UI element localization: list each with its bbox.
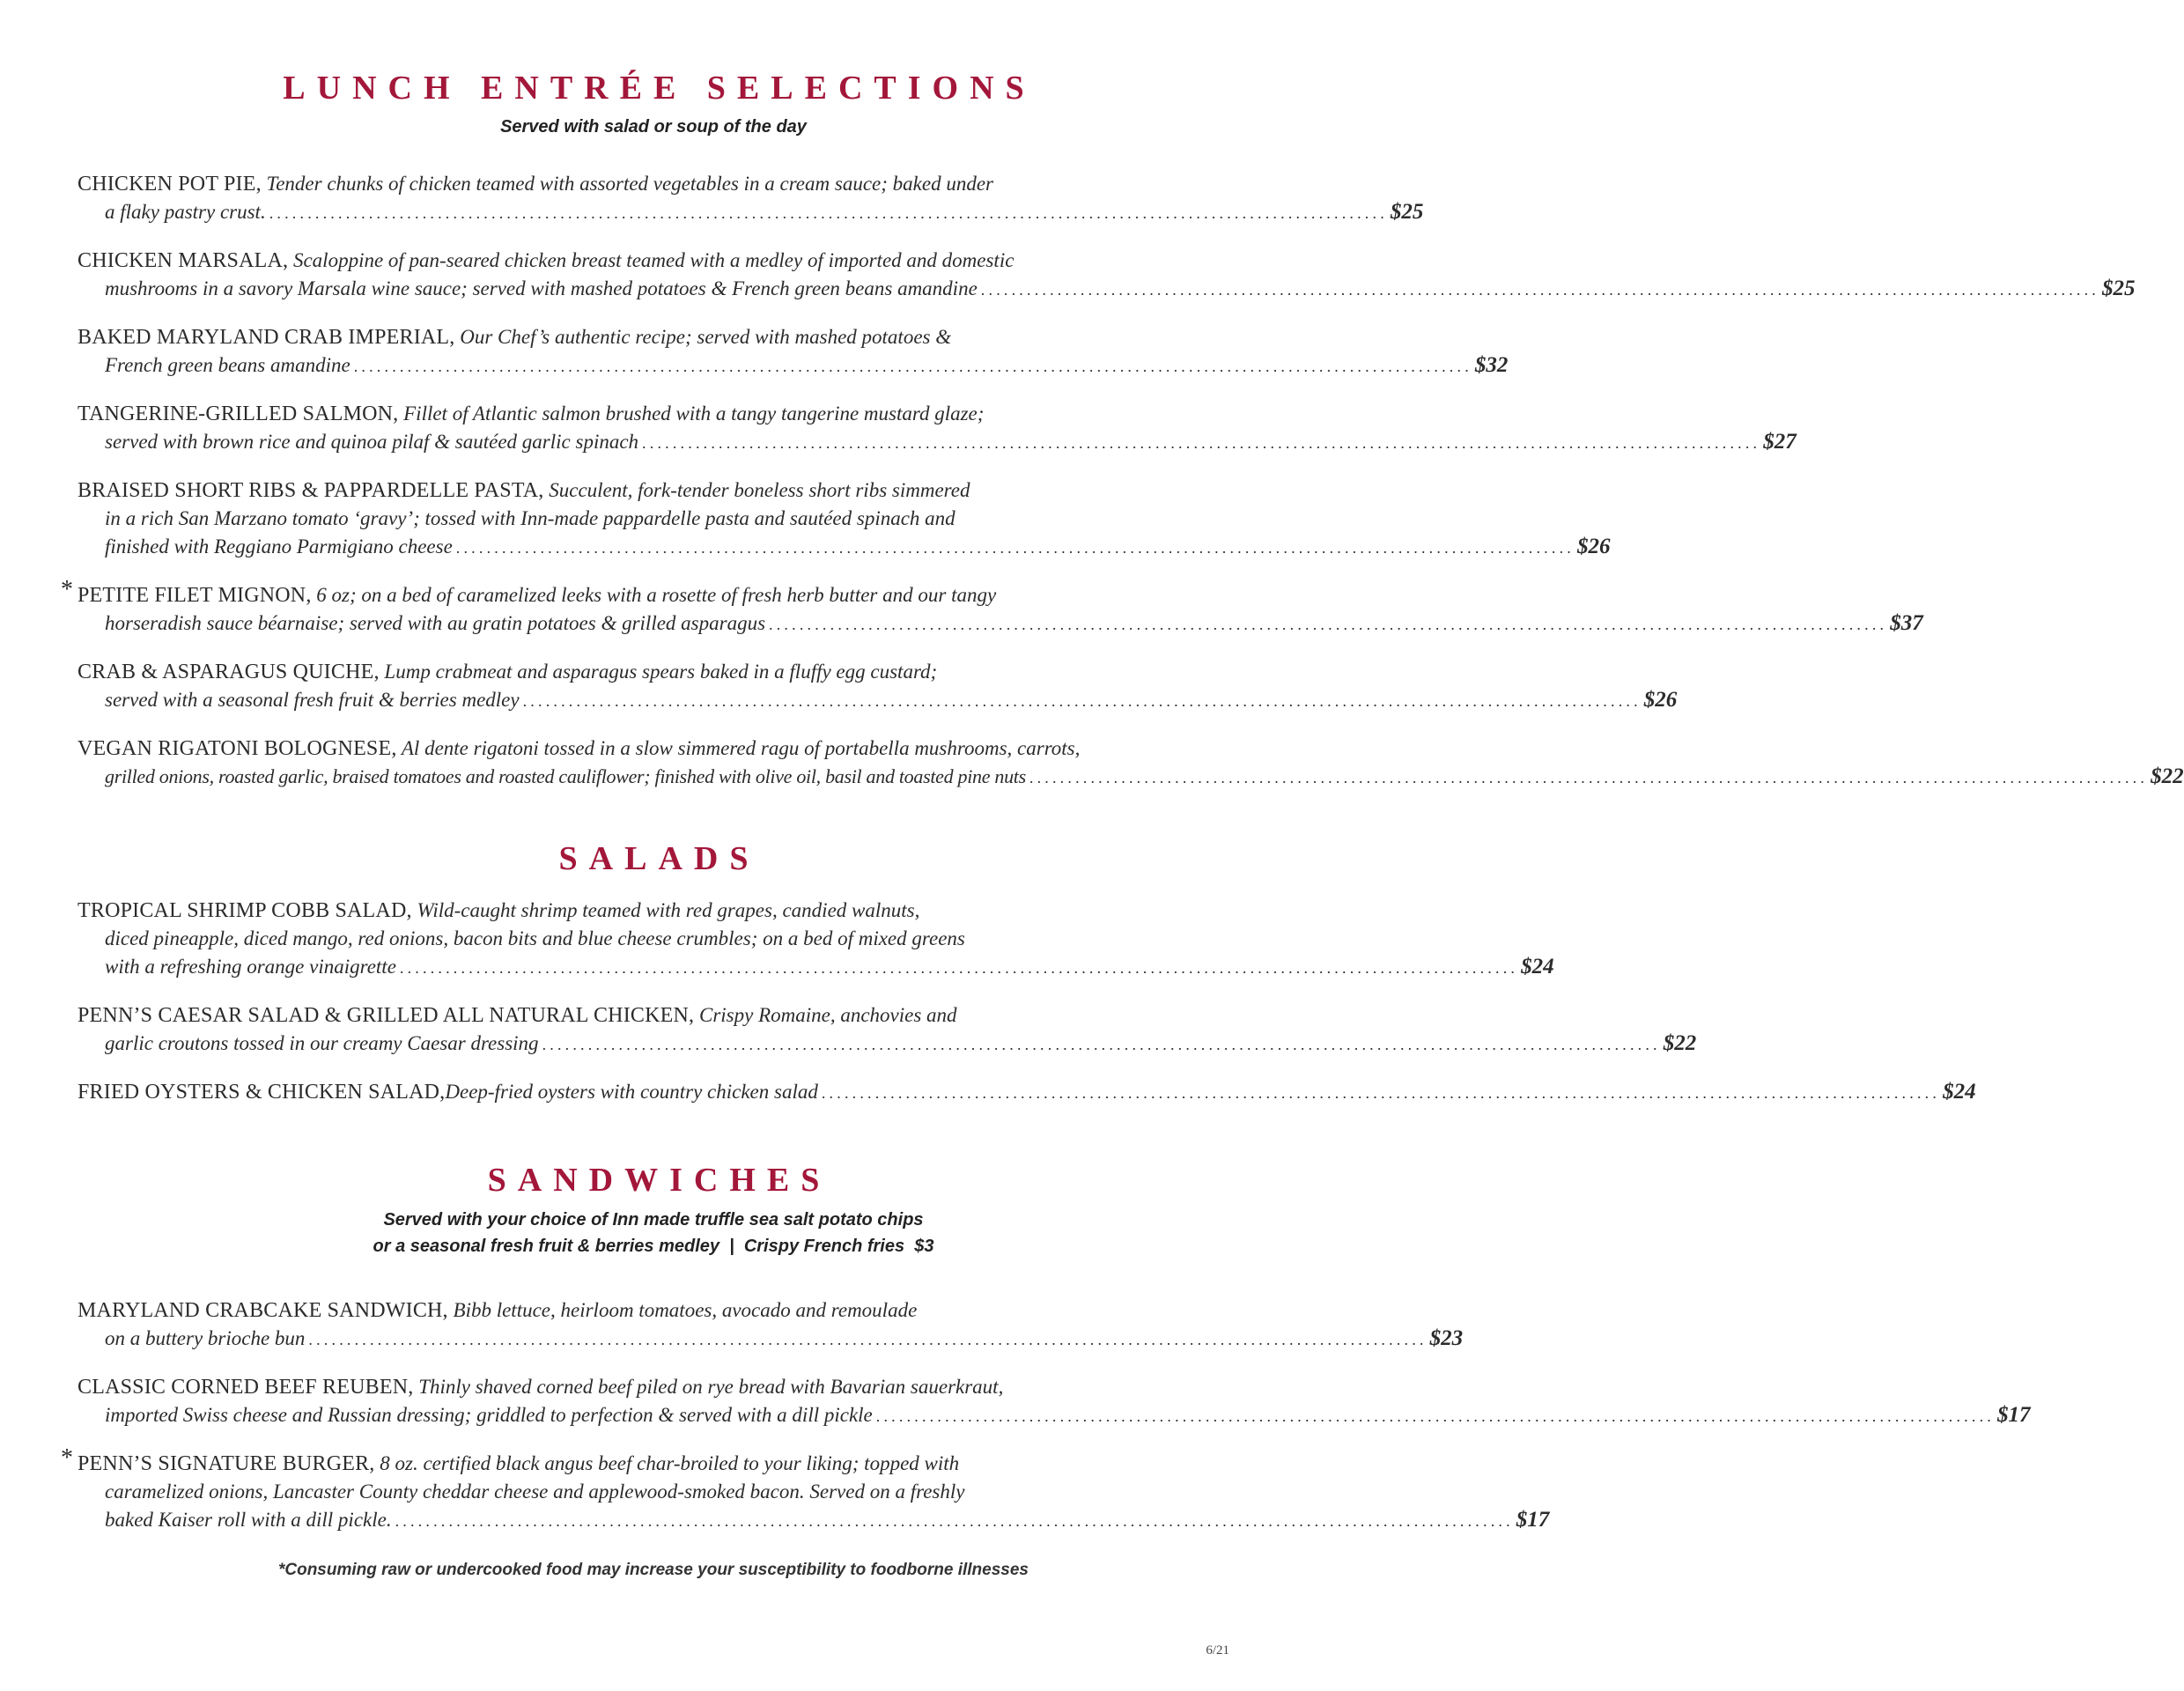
item-description: Thinly shaved corned beef piled on rye bread with Bavarian sauerkraut, <box>413 1376 1004 1398</box>
menu-item-reuben <box>77 1373 2031 1430</box>
lunch-section-title: LUNCH ENTRÉE SELECTIONS <box>283 70 1036 107</box>
item-price: $26 <box>1576 535 1611 558</box>
menu-item-fried-oysters <box>77 1078 1976 1107</box>
item-price: $17 <box>1996 1403 2031 1427</box>
item-description-end: imported Swiss cheese and Russian dressing; griddled to perfection & served with a dill pickle <box>105 1404 873 1426</box>
menu-item-filet-mignon <box>61 576 1923 639</box>
dot-leader: .................................................................................................................................................. <box>269 204 1388 222</box>
item-name: TANGERINE-GRILLED SALMON, <box>77 402 399 425</box>
raw-food-asterisk: * <box>61 1444 73 1472</box>
item-description: Fillet of Atlantic salmon brushed with a tangy tangerine mustard glaze; <box>398 402 985 425</box>
item-description: Wild-caught shrimp teamed with red grapes, candied walnuts, <box>411 899 920 921</box>
item-price: $24 <box>1943 1080 1976 1104</box>
dot-leader: .................................................................................................................................................. <box>821 1084 1941 1102</box>
dot-leader: .................................................................................................................................................. <box>875 1407 1995 1425</box>
sandwiches-subtitle-line2: or a seasonal fresh fruit & berries medley | Crispy French fries $3 <box>373 1237 934 1256</box>
item-description-end: served with brown rice and quinoa pilaf & sautéed garlic spinach <box>105 431 639 453</box>
item-price: $32 <box>1474 353 1509 377</box>
item-description-end: grilled onions, roasted garlic, braised tomatoes and roasted cauliflower; finished with olive oil, basil and toasted pine nuts <box>105 765 1026 787</box>
dot-leader: .................................................................................................................................................. <box>980 281 2099 299</box>
item-description-end: garlic croutons tossed in our creamy Caesar dressing <box>105 1032 539 1054</box>
item-description-middle: diced pineapple, diced mango, red onions, bacon bits and blue cheese crumbles; on a bed of mixed greens <box>105 927 965 949</box>
item-description: Scaloppine of pan-seared chicken breast teamed with a medley of imported and domestic <box>288 249 1015 271</box>
dot-leader: .................................................................................................................................................. <box>395 1512 1514 1530</box>
item-price: $23 <box>1429 1326 1464 1350</box>
item-description-end: a flaky pastry crust. <box>105 201 266 223</box>
raw-food-disclaimer: *Consuming raw or undercooked food may increase your susceptibility to foodborne illnesses <box>277 1561 1029 1579</box>
dot-leader: .................................................................................................................................................. <box>522 692 1642 710</box>
menu-item-chicken-marsala <box>77 247 2136 304</box>
item-description-middle: caramelized onions, Lancaster County cheddar cheese and applewood-smoked bacon. Served on a freshly <box>105 1481 965 1503</box>
item-description: 8 oz. certified black angus beef char-broiled to your liking; topped with <box>374 1452 960 1474</box>
menu-date-code: 6/21 <box>1206 1643 1229 1658</box>
item-price: $25 <box>2102 277 2136 300</box>
item-name: TROPICAL SHRIMP COBB SALAD, <box>77 899 412 922</box>
item-name: CHICKEN MARSALA, <box>77 249 289 272</box>
item-description: Tender chunks of chicken teamed with assorted vegetables in a cream sauce; baked under <box>261 173 993 195</box>
item-name: VEGAN RIGATONI BOLOGNESE, <box>77 737 397 760</box>
item-name: PENN’S CAESAR SALAD & GRILLED ALL NATURAL CHICKEN, <box>77 1004 695 1027</box>
menu-item-crab-imperial <box>77 323 1509 380</box>
menu-item-cobb-salad <box>77 897 1554 982</box>
item-price: $22 <box>1663 1031 1697 1055</box>
menu-item-caesar-salad <box>77 1001 1697 1059</box>
item-price: $26 <box>1643 688 1678 712</box>
item-description: Al dente rigatoni tossed in a slow simmered ragu of portabella mushrooms, carrots, <box>396 737 1081 759</box>
item-price: $17 <box>1516 1508 1550 1532</box>
item-description-end: baked Kaiser roll with a dill pickle. <box>105 1509 392 1531</box>
item-description-end: horseradish sauce béarnaise; served with au gratin potatoes & grilled asparagus <box>105 612 766 634</box>
dot-leader: .................................................................................................................................................. <box>455 539 1575 557</box>
dot-leader: .................................................................................................................................................. <box>308 1331 1428 1348</box>
dot-leader: .................................................................................................................................................. <box>399 959 1519 977</box>
item-description: Lump crabmeat and asparagus spears baked in a fluffy egg custard; <box>379 661 938 683</box>
dot-leader: .................................................................................................................................................. <box>769 616 1888 633</box>
raw-food-asterisk: * <box>61 576 73 603</box>
dot-leader: .................................................................................................................................................. <box>642 434 1761 452</box>
item-name: BRAISED SHORT RIBS & PAPPARDELLE PASTA, <box>77 479 544 502</box>
menu-item-signature-burger <box>61 1444 1550 1535</box>
item-price: $25 <box>1390 200 1424 224</box>
dot-leader: .................................................................................................................................................. <box>353 358 1472 375</box>
item-price: $22 <box>2151 764 2184 788</box>
item-name: PENN’S SIGNATURE BURGER, <box>77 1452 375 1475</box>
item-name: FRIED OYSTERS & CHICKEN SALAD, <box>77 1081 446 1104</box>
item-description: 6 oz; on a bed of caramelized leeks with a rosette of fresh herb butter and our tangy <box>311 584 997 606</box>
item-description: Bibb lettuce, heirloom tomatoes, avocado and remoulade <box>447 1299 918 1321</box>
item-name: PETITE FILET MIGNON, <box>77 584 312 607</box>
item-description-end: Deep-fried oysters with country chicken salad <box>445 1081 818 1103</box>
item-description-end: finished with Reggiano Parmigiano cheese <box>105 535 453 558</box>
item-description-end: with a refreshing orange vinaigrette <box>105 956 396 978</box>
item-name: CRAB & ASPARAGUS QUICHE, <box>77 661 380 683</box>
sandwiches-section-title: SANDWICHES <box>487 1162 831 1199</box>
menu-item-short-ribs <box>77 476 1611 562</box>
item-description: Succulent, fork-tender boneless short ribs simmered <box>543 479 970 501</box>
item-description-end: served with a seasonal fresh fruit & berries medley <box>105 689 520 711</box>
menu-item-crab-quiche <box>77 658 1678 715</box>
item-name: MARYLAND CRABCAKE SANDWICH, <box>77 1299 448 1322</box>
lunch-section-subtitle: Served with salad or soup of the day <box>500 117 807 137</box>
salads-section-title: SALADS <box>558 840 760 877</box>
menu-item-chicken-pot-pie <box>77 170 1424 227</box>
dot-leader: .................................................................................................................................................. <box>1029 769 2149 786</box>
sandwiches-subtitle-line1: Served with your choice of Inn made truffle sea salt potato chips <box>383 1210 924 1229</box>
menu-item-tangerine-salmon <box>77 400 1797 457</box>
dot-leader: .................................................................................................................................................. <box>542 1036 1661 1053</box>
menu-item-crabcake-sandwich <box>77 1296 1464 1354</box>
item-name: CHICKEN POT PIE, <box>77 173 262 196</box>
item-price: $37 <box>1890 611 1923 635</box>
item-description-end: mushrooms in a savory Marsala wine sauce; served with mashed potatoes & French green beans amandine <box>105 277 978 299</box>
menu-item-vegan-rigatoni <box>77 735 2184 792</box>
item-price: $27 <box>1763 430 1797 454</box>
item-name: CLASSIC CORNED BEEF REUBEN, <box>77 1376 414 1399</box>
item-name: BAKED MARYLAND CRAB IMPERIAL, <box>77 326 455 349</box>
item-description: Crispy Romaine, anchovies and <box>694 1004 957 1026</box>
item-description-end: French green beans amandine <box>105 354 350 376</box>
item-price: $24 <box>1521 955 1554 978</box>
item-description-middle: in a rich San Marzano tomato ‘gravy’; tossed with Inn-made pappardelle pasta and sautéed spinach and <box>105 507 956 529</box>
item-description: Our Chef’s authentic recipe; served with mashed potatoes & <box>454 326 952 348</box>
item-description-end: on a buttery brioche bun <box>105 1327 306 1349</box>
